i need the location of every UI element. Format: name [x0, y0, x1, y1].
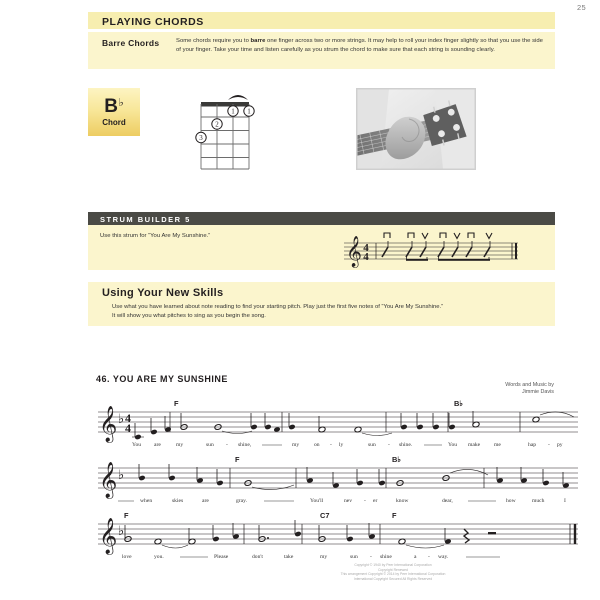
using-your-new-skills-block [88, 282, 555, 326]
svg-text:1: 1 [231, 107, 235, 116]
barre-technique-photo [356, 88, 476, 170]
svg-text:4: 4 [125, 421, 131, 435]
barre-chords-block [88, 32, 555, 69]
svg-text:F: F [392, 511, 397, 520]
svg-text:love: love [122, 554, 132, 560]
svg-text:shine: shine [380, 554, 392, 560]
svg-text:how: how [506, 498, 516, 504]
svg-text:3: 3 [199, 134, 203, 143]
svg-text:when: when [140, 498, 153, 504]
barre-chords-title: Barre Chords [102, 38, 160, 48]
svg-text:ly: ly [339, 442, 344, 448]
chord-symbols [124, 511, 397, 520]
key-signature-flat-icon: ♭ [118, 412, 125, 427]
strum-builder-header [88, 212, 555, 225]
svg-text:you.: you. [154, 554, 164, 560]
svg-text:shine.: shine. [399, 442, 413, 448]
section-heading-text: PLAYING CHORDS [102, 15, 204, 28]
svg-text:don't: don't [252, 554, 263, 560]
svg-text:1: 1 [247, 107, 251, 116]
notes [132, 411, 574, 440]
nut [201, 102, 249, 107]
svg-text:F: F [235, 455, 240, 464]
key-signature-flat-icon: ♭ [118, 524, 125, 539]
skills-title: Using Your New Skills [102, 287, 224, 299]
svg-text:You: You [448, 442, 458, 448]
svg-text:-: - [226, 442, 228, 448]
svg-text:You'll: You'll [310, 498, 324, 504]
copyright-line-2: Copyright Renewed [378, 567, 408, 572]
svg-text:2: 2 [215, 120, 219, 129]
credit-line-1: Words and Music by [505, 382, 554, 388]
staff-lines [98, 524, 578, 544]
svg-text:shine,: shine, [238, 442, 252, 448]
svg-text:F: F [174, 399, 179, 408]
chord-label-box [88, 88, 140, 136]
music-system-1 [96, 398, 586, 450]
skills-line-2: It will show you what pitches to sing as you begin the song. [112, 313, 266, 320]
svg-text:on: on [314, 442, 320, 448]
string-lines [201, 104, 249, 169]
svg-text:nev: nev [344, 498, 353, 504]
svg-text:sun: sun [350, 554, 358, 560]
key-signature-flat-icon: ♭ [118, 468, 125, 483]
treble-clef-icon: 𝄞 [346, 236, 362, 267]
lyrics-row [122, 554, 500, 560]
svg-text:-: - [428, 554, 430, 560]
half-rest-icon [488, 532, 496, 534]
lyrics-row [132, 442, 563, 448]
svg-text:are: are [202, 498, 209, 504]
svg-text:-: - [370, 554, 372, 560]
svg-text:hap: hap [528, 442, 537, 448]
chord-accidental-flat-icon: ♭ [118, 96, 124, 109]
finger-markers [196, 106, 254, 143]
strum-marks [384, 233, 492, 239]
svg-text:-: - [388, 442, 390, 448]
svg-text:my: my [292, 442, 300, 448]
copyright-line-1: Copyright © 1940 by Peer International Corporation [354, 563, 432, 567]
svg-text:Please: Please [214, 554, 229, 560]
svg-text:4: 4 [363, 242, 369, 254]
fret-lines [201, 117, 249, 169]
section-header-playing-chords [88, 12, 555, 29]
chord-symbols [235, 455, 401, 464]
copyright-block [0, 563, 586, 581]
svg-text:dear,: dear, [442, 498, 453, 504]
lyrics-row [118, 498, 566, 504]
svg-text:-: - [548, 442, 550, 448]
beams [406, 259, 490, 261]
svg-text:I: I [564, 498, 566, 504]
svg-text:skies: skies [172, 498, 184, 504]
strum-builder-body [88, 225, 555, 270]
quarter-rest-icon [464, 529, 469, 543]
skills-body [112, 303, 532, 321]
skills-line-1: Use what you have learned about note reading to find your starting pitch. Play just the first five notes of “You Are My Sunshine.” [112, 304, 444, 310]
svg-text:B♭: B♭ [454, 399, 463, 408]
chord-letter: B [104, 95, 119, 117]
treble-clef-icon: 𝄞 [99, 406, 118, 442]
strum-builder-instruction: Use this strum for “You Are My Sunshine.” [100, 233, 211, 239]
svg-text:-: - [330, 442, 332, 448]
svg-text:-: - [364, 498, 366, 504]
svg-text:me: me [494, 442, 501, 448]
barre-arc-icon [228, 95, 248, 100]
chord-diagram [192, 92, 258, 170]
svg-text:my: my [176, 442, 184, 448]
credit-line-2: Jimmie Davis [521, 389, 554, 395]
treble-clef-icon: 𝄞 [99, 462, 118, 498]
chord-name-row [104, 95, 124, 117]
svg-text:know: know [396, 498, 409, 504]
copyright-line-4: International Copyright Secured All Rights Reserved [353, 576, 433, 581]
svg-text:er: er [373, 498, 378, 504]
svg-text:are: are [154, 442, 161, 448]
page-number: 25 [577, 3, 586, 12]
copyright-line-3: This arrangement Copyright © 2014 by Peer International Corporation [340, 572, 446, 577]
svg-text:4: 4 [363, 251, 369, 263]
song-credits [505, 382, 554, 396]
svg-text:sun: sun [206, 442, 214, 448]
svg-text:sun: sun [368, 442, 376, 448]
svg-text:B♭: B♭ [392, 455, 401, 464]
song-title: 46. YOU ARE MY SUNSHINE [96, 374, 228, 384]
strum-pattern-notation [340, 227, 540, 269]
svg-text:make: make [468, 442, 481, 448]
svg-text:gray.: gray. [236, 498, 247, 504]
svg-text:my: my [320, 554, 328, 560]
svg-text:You: You [132, 442, 142, 448]
svg-text:take: take [284, 554, 294, 560]
svg-text:4: 4 [125, 411, 131, 425]
chord-symbols [174, 399, 463, 408]
svg-text:way.: way. [438, 554, 449, 560]
svg-text:much: much [532, 498, 545, 504]
barre-chords-body [176, 37, 546, 55]
svg-text:a: a [414, 554, 417, 560]
svg-text:py: py [557, 442, 563, 448]
barre-body-emphasis: barre [250, 38, 266, 44]
strum-builder-heading-text: STRUM BUILDER 5 [100, 214, 191, 224]
svg-text:C7: C7 [320, 511, 330, 520]
barre-body-part2: one finger across two or more strings. It may help to roll your index finger slightly so that you use the side of your finger. Take your time and listen carefully as you strum the chord to make sure that each string is sounding clearly. [176, 38, 543, 54]
music-system-2 [96, 454, 586, 506]
chord-sublabel: Chord [102, 117, 126, 127]
svg-text:F: F [124, 511, 129, 520]
music-system-3 [96, 510, 586, 562]
treble-clef-icon: 𝄞 [99, 518, 118, 554]
barre-body-part1: Some chords require you to [176, 38, 251, 44]
